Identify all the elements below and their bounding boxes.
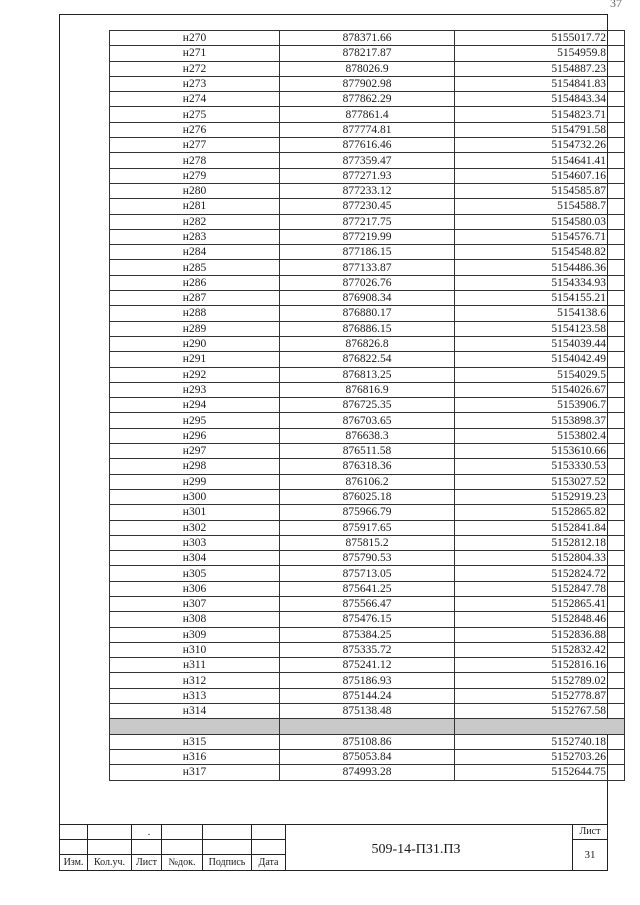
- table-row: [110, 168, 625, 183]
- y-coordinate-cell: [455, 734, 625, 749]
- x-coordinate-cell: 876318.36: [280, 459, 455, 474]
- y-coordinate-cell: [455, 245, 625, 260]
- y-coordinate-value: 5154887.23: [551, 62, 606, 75]
- y-coordinate-cell: [455, 673, 625, 688]
- table-row: [110, 749, 625, 764]
- x-coordinate-cell: 875186.93: [280, 673, 455, 688]
- y-coordinate-value: 5154588.7: [557, 200, 606, 213]
- y-coordinate-value: 5154548.82: [551, 246, 606, 259]
- table-row: [110, 291, 625, 306]
- y-coordinate-value: 5152824.72: [551, 567, 606, 580]
- y-coordinate-cell: [455, 489, 625, 504]
- y-coordinate-cell: [455, 183, 625, 198]
- y-coordinate-cell: [455, 459, 625, 474]
- table-row: [110, 352, 625, 367]
- point-id-cell: н301: [110, 505, 280, 520]
- table-row: [110, 459, 625, 474]
- sheet-label: Лист: [579, 826, 601, 837]
- x-coordinate-cell: 877862.29: [280, 92, 455, 107]
- point-id-cell: н304: [110, 551, 280, 566]
- y-coordinate-cell: [455, 688, 625, 703]
- x-coordinate-cell: 877230.45: [280, 199, 455, 214]
- y-coordinate-value: 5152919.23: [551, 491, 606, 504]
- label-izm: Изм.: [63, 857, 84, 868]
- point-id-cell: н300: [110, 489, 280, 504]
- x-coordinate-cell: 875713.05: [280, 566, 455, 581]
- y-coordinate-value: 5154334.93: [551, 276, 606, 289]
- separator-cell: [455, 719, 625, 734]
- x-coordinate-cell: 876886.15: [280, 321, 455, 336]
- table-row: [110, 535, 625, 550]
- table-row: [110, 551, 625, 566]
- x-coordinate-cell: 877186.15: [280, 245, 455, 260]
- table-row: [110, 183, 625, 198]
- label-data: Дата: [258, 857, 279, 868]
- point-id-cell: н290: [110, 336, 280, 351]
- table-row: [110, 596, 625, 611]
- point-id-cell: н277: [110, 138, 280, 153]
- y-coordinate-cell: [455, 474, 625, 489]
- point-id-cell: н297: [110, 444, 280, 459]
- y-coordinate-value: 5154841.83: [551, 78, 606, 91]
- table-row: [110, 413, 625, 428]
- y-coordinate-value: 5154576.71: [551, 231, 606, 243]
- y-coordinate-value: 5153330.53: [551, 460, 606, 473]
- point-id-cell: н289: [110, 321, 280, 336]
- y-coordinate-cell: [455, 749, 625, 764]
- y-coordinate-value: 5153027.52: [551, 475, 606, 488]
- y-coordinate-value: 5152804.33: [551, 552, 606, 565]
- y-coordinate-value: 5152812.18: [551, 536, 606, 549]
- y-coordinate-cell: [455, 627, 625, 642]
- y-coordinate-value: 5152836.88: [551, 628, 606, 641]
- x-coordinate-cell: 875241.12: [280, 658, 455, 673]
- x-coordinate-cell: 876703.65: [280, 413, 455, 428]
- table-row: [110, 367, 625, 382]
- y-coordinate-value: 5154641.41: [551, 154, 606, 167]
- point-id-cell: н293: [110, 382, 280, 397]
- x-coordinate-cell: 875790.53: [280, 551, 455, 566]
- y-coordinate-cell: [455, 275, 625, 290]
- y-coordinate-cell: [455, 505, 625, 520]
- point-id-cell: н302: [110, 520, 280, 535]
- point-id-cell: н311: [110, 658, 280, 673]
- label-podpis: Подпись: [208, 857, 246, 868]
- y-coordinate-cell: [455, 153, 625, 168]
- y-coordinate-cell: [455, 76, 625, 91]
- label-n-dok: №док.: [168, 857, 196, 868]
- point-id-cell: н288: [110, 306, 280, 321]
- y-coordinate-cell: [455, 444, 625, 459]
- y-coordinate-value: 5153802.4: [557, 429, 606, 442]
- y-coordinate-cell: [455, 168, 625, 183]
- y-coordinate-value: 5154959.8: [557, 47, 606, 60]
- y-coordinate-value: 5154486.36: [551, 261, 606, 274]
- x-coordinate-cell: 878371.66: [280, 31, 455, 46]
- point-id-cell: н287: [110, 291, 280, 306]
- x-coordinate-cell: 876908.34: [280, 291, 455, 306]
- x-coordinate-cell: 875476.15: [280, 612, 455, 627]
- y-coordinate-cell: [455, 428, 625, 443]
- table-row: [110, 61, 625, 76]
- y-coordinate-cell: [455, 291, 625, 306]
- x-coordinate-cell: 876826.8: [280, 336, 455, 351]
- x-coordinate-cell: 875108.86: [280, 734, 455, 749]
- table-row: [110, 92, 625, 107]
- x-coordinate-cell: 876725.35: [280, 398, 455, 413]
- x-coordinate-cell: 875335.72: [280, 642, 455, 657]
- point-id-cell: н272: [110, 61, 280, 76]
- table-row: [110, 31, 625, 46]
- x-coordinate-cell: 876638.3: [280, 428, 455, 443]
- y-coordinate-value: 5152789.02: [551, 674, 606, 687]
- point-id-cell: н280: [110, 183, 280, 198]
- y-coordinate-cell: [455, 46, 625, 61]
- y-coordinate-value: 5154823.71: [551, 108, 606, 121]
- y-coordinate-value: 5154123.58: [551, 322, 606, 335]
- x-coordinate-cell: 877616.46: [280, 138, 455, 153]
- point-id-cell: н286: [110, 275, 280, 290]
- title-block-dot: .: [147, 827, 151, 838]
- y-coordinate-value: 5154155.21: [551, 292, 606, 305]
- table-row: [110, 520, 625, 535]
- point-id-cell: н278: [110, 153, 280, 168]
- table-row: [110, 76, 625, 91]
- table-row: [110, 581, 625, 596]
- point-id-cell: н279: [110, 168, 280, 183]
- x-coordinate-cell: 878026.9: [280, 61, 455, 76]
- x-coordinate-cell: 877774.81: [280, 122, 455, 137]
- point-id-cell: н276: [110, 122, 280, 137]
- table-row: [110, 627, 625, 642]
- y-coordinate-value: 5152841.84: [551, 521, 606, 534]
- table-row: [110, 704, 625, 719]
- x-coordinate-cell: 876816.9: [280, 382, 455, 397]
- table-row: [110, 122, 625, 137]
- point-id-cell: н315: [110, 734, 280, 749]
- table-row: [110, 765, 625, 780]
- table-row: [110, 428, 625, 443]
- y-coordinate-cell: [455, 596, 625, 611]
- table-row: [110, 336, 625, 351]
- x-coordinate-cell: 875917.65: [280, 520, 455, 535]
- point-id-cell: н309: [110, 627, 280, 642]
- y-coordinate-value: 5153898.37: [551, 414, 606, 427]
- point-id-cell: н291: [110, 352, 280, 367]
- y-coordinate-value: 5152865.41: [551, 598, 606, 611]
- y-coordinate-cell: [455, 352, 625, 367]
- x-coordinate-cell: 877217.75: [280, 214, 455, 229]
- point-id-cell: н308: [110, 612, 280, 627]
- y-coordinate-value: 5154138.6: [557, 307, 606, 320]
- y-coordinate-value: 5152865.82: [551, 506, 606, 519]
- table-row: [110, 489, 625, 504]
- x-coordinate-cell: 877219.99: [280, 229, 455, 244]
- table-row: [110, 505, 625, 520]
- table-row: [110, 214, 625, 229]
- table-row: [110, 275, 625, 290]
- point-id-cell: н281: [110, 199, 280, 214]
- x-coordinate-cell: 876511.58: [280, 444, 455, 459]
- table-row: [110, 642, 625, 657]
- x-coordinate-cell: 876106.2: [280, 474, 455, 489]
- table-row: [110, 138, 625, 153]
- y-coordinate-value: 5154607.16: [551, 169, 606, 182]
- separator-cell: [110, 719, 280, 734]
- table-row: [110, 398, 625, 413]
- table-row: [110, 46, 625, 61]
- table-row: [110, 199, 625, 214]
- point-id-cell: н271: [110, 46, 280, 61]
- y-coordinate-value: 5152703.26: [551, 751, 606, 764]
- point-id-cell: н306: [110, 581, 280, 596]
- y-coordinate-value: 5154585.87: [551, 185, 606, 198]
- coordinates-table: [109, 30, 625, 781]
- point-id-cell: н270: [110, 31, 280, 46]
- point-id-cell: н316: [110, 749, 280, 764]
- x-coordinate-cell: 876880.17: [280, 306, 455, 321]
- x-coordinate-cell: 877133.87: [280, 260, 455, 275]
- point-id-cell: н303: [110, 535, 280, 550]
- table-row: [110, 260, 625, 275]
- table-row: [110, 673, 625, 688]
- x-coordinate-cell: 877233.12: [280, 183, 455, 198]
- y-coordinate-cell: [455, 398, 625, 413]
- y-coordinate-value: 5155017.72: [551, 32, 606, 45]
- point-id-cell: н282: [110, 214, 280, 229]
- x-coordinate-cell: 877026.76: [280, 275, 455, 290]
- table-row: [110, 306, 625, 321]
- y-coordinate-cell: [455, 581, 625, 596]
- x-coordinate-cell: 878217.87: [280, 46, 455, 61]
- x-coordinate-cell: 875815.2: [280, 535, 455, 550]
- table-row: [110, 153, 625, 168]
- document-number: 509-14-ПЗ1.ПЗ: [371, 842, 461, 857]
- point-id-cell: н314: [110, 704, 280, 719]
- y-coordinate-cell: [455, 382, 625, 397]
- y-coordinate-cell: [455, 551, 625, 566]
- table-row: [110, 566, 625, 581]
- table-row: [110, 612, 625, 627]
- point-id-cell: н312: [110, 673, 280, 688]
- table-row: [110, 245, 625, 260]
- x-coordinate-cell: 875144.24: [280, 688, 455, 703]
- y-coordinate-cell: [455, 306, 625, 321]
- point-id-cell: н273: [110, 76, 280, 91]
- point-id-cell: н274: [110, 92, 280, 107]
- y-coordinate-cell: [455, 61, 625, 76]
- y-coordinate-cell: [455, 612, 625, 627]
- y-coordinate-cell: [455, 122, 625, 137]
- x-coordinate-cell: 875966.79: [280, 505, 455, 520]
- x-coordinate-cell: 876822.54: [280, 352, 455, 367]
- y-coordinate-cell: [455, 214, 625, 229]
- x-coordinate-cell: 874993.28: [280, 765, 455, 780]
- point-id-cell: н294: [110, 398, 280, 413]
- y-coordinate-value: 5154580.03: [551, 215, 606, 228]
- y-coordinate-value: 5152740.18: [551, 735, 606, 748]
- point-id-cell: н299: [110, 474, 280, 489]
- x-coordinate-cell: 875641.25: [280, 581, 455, 596]
- y-coordinate-cell: [455, 658, 625, 673]
- y-coordinate-value: 5154791.58: [551, 123, 606, 136]
- point-id-cell: н307: [110, 596, 280, 611]
- y-coordinate-cell: [455, 642, 625, 657]
- point-id-cell: н292: [110, 367, 280, 382]
- x-coordinate-cell: 877861.4: [280, 107, 455, 122]
- point-id-cell: н313: [110, 688, 280, 703]
- y-coordinate-cell: [455, 107, 625, 122]
- y-coordinate-cell: [455, 566, 625, 581]
- point-id-cell: н283: [110, 229, 280, 244]
- y-coordinate-value: 5153906.7: [557, 399, 606, 412]
- y-coordinate-value: 5152847.78: [551, 582, 606, 595]
- y-coordinate-cell: [455, 535, 625, 550]
- y-coordinate-cell: [455, 413, 625, 428]
- point-id-cell: н317: [110, 765, 280, 780]
- x-coordinate-cell: 877359.47: [280, 153, 455, 168]
- y-coordinate-value: 5153610.66: [551, 445, 606, 458]
- separator-row: [110, 719, 625, 734]
- y-coordinate-cell: [455, 336, 625, 351]
- point-id-cell: н275: [110, 107, 280, 122]
- y-coordinate-cell: [455, 704, 625, 719]
- y-coordinate-cell: [455, 138, 625, 153]
- x-coordinate-cell: 876025.18: [280, 489, 455, 504]
- table-row: [110, 229, 625, 244]
- table-row: [110, 658, 625, 673]
- label-kol-uch: Кол.уч.: [93, 857, 126, 868]
- point-id-cell: н310: [110, 642, 280, 657]
- x-coordinate-cell: 875138.48: [280, 704, 455, 719]
- point-id-cell: н284: [110, 245, 280, 260]
- y-coordinate-cell: [455, 321, 625, 336]
- table-row: [110, 734, 625, 749]
- y-coordinate-cell: [455, 92, 625, 107]
- x-coordinate-cell: 877902.98: [280, 76, 455, 91]
- label-list: Лист: [136, 857, 157, 868]
- y-coordinate-value: 5154039.44: [551, 338, 606, 351]
- table-row: [110, 107, 625, 122]
- y-coordinate-value: 5152644.75: [551, 766, 606, 779]
- table-row: [110, 382, 625, 397]
- y-coordinate-cell: [455, 229, 625, 244]
- y-coordinate-value: 5154843.34: [551, 93, 606, 106]
- y-coordinate-value: 5154029.5: [557, 368, 606, 381]
- corner-page-mark: 37: [610, 0, 622, 10]
- point-id-cell: н296: [110, 428, 280, 443]
- y-coordinate-value: 5152832.42: [551, 644, 606, 657]
- point-id-cell: н298: [110, 459, 280, 474]
- y-coordinate-value: 5154026.67: [551, 383, 606, 396]
- x-coordinate-cell: 875384.25: [280, 627, 455, 642]
- point-id-cell: н285: [110, 260, 280, 275]
- sheet-number: 31: [584, 849, 596, 861]
- x-coordinate-cell: 875566.47: [280, 596, 455, 611]
- x-coordinate-cell: 875053.84: [280, 749, 455, 764]
- y-coordinate-value: 5154042.49: [551, 353, 606, 366]
- x-coordinate-cell: 876813.25: [280, 367, 455, 382]
- y-coordinate-cell: [455, 520, 625, 535]
- table-row: [110, 688, 625, 703]
- separator-cell: [280, 719, 455, 734]
- x-coordinate-cell: 877271.93: [280, 168, 455, 183]
- y-coordinate-value: 5152848.46: [551, 613, 606, 626]
- y-coordinate-value: 5152767.58: [551, 705, 606, 718]
- y-coordinate-value: 5152816.16: [551, 659, 606, 672]
- y-coordinate-cell: [455, 765, 625, 780]
- y-coordinate-cell: [455, 199, 625, 214]
- y-coordinate-value: 5152778.87: [551, 689, 606, 702]
- table-row: [110, 444, 625, 459]
- table-row: [110, 474, 625, 489]
- table-row: [110, 321, 625, 336]
- y-coordinate-value: 5154732.26: [551, 139, 606, 152]
- y-coordinate-cell: [455, 31, 625, 46]
- y-coordinate-cell: [455, 367, 625, 382]
- point-id-cell: н305: [110, 566, 280, 581]
- y-coordinate-cell: [455, 260, 625, 275]
- point-id-cell: н295: [110, 413, 280, 428]
